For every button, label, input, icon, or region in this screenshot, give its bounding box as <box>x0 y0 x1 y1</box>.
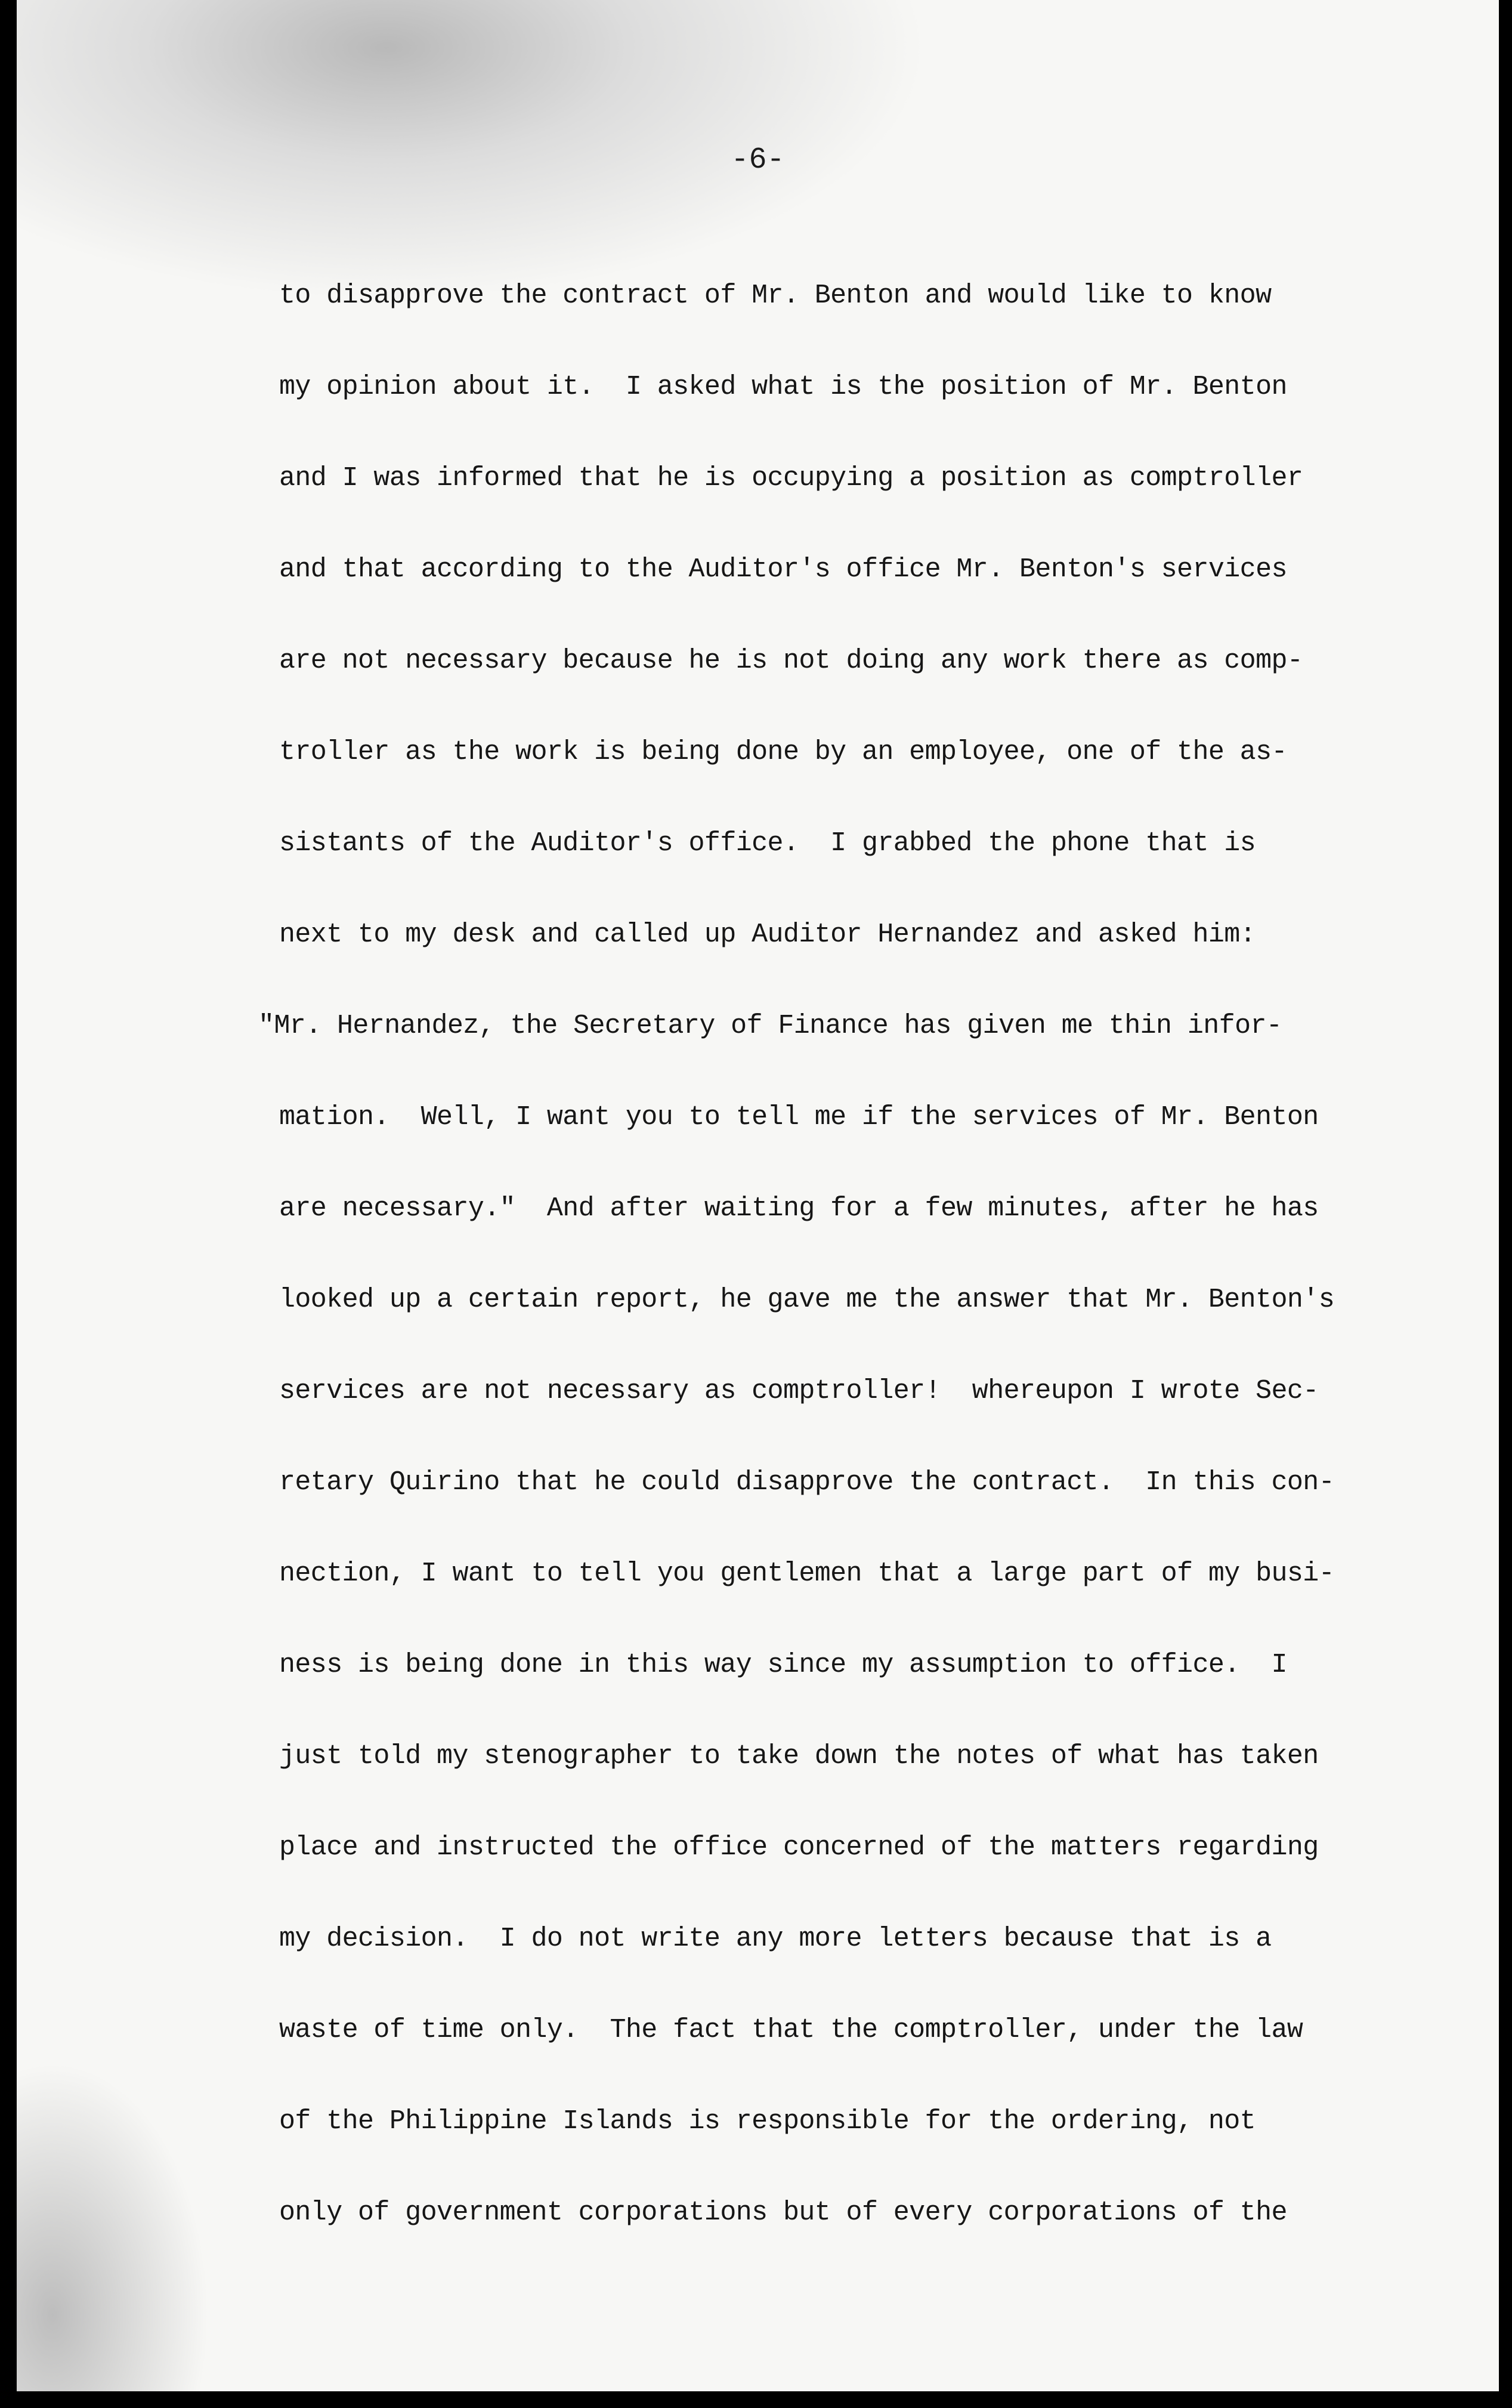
text-line: troller as the work is being done by an employee, one of the as- <box>279 737 1287 767</box>
text-line: nection, I want to tell you gentlemen that a large part of my busi- <box>279 1558 1335 1589</box>
text-line: ness is being done in this way since my assumption to office. I <box>279 1650 1287 1680</box>
text-line: services are not necessary as comptroller! whereupon I wrote Sec- <box>279 1376 1319 1406</box>
page-number: -6- <box>731 143 785 177</box>
text-line: only of government corporations but of every corporations of the <box>279 2197 1287 2228</box>
text-line: my opinion about it. I asked what is the position of Mr. Benton <box>279 372 1287 402</box>
text-line: and that according to the Auditor's office Mr. Benton's services <box>279 554 1287 585</box>
text-line: of the Philippine Islands is responsible for the ordering, not <box>279 2106 1256 2137</box>
text-line: and I was informed that he is occupying a position as comptroller <box>279 463 1303 493</box>
text-line: waste of time only. The fact that the comptroller, under the law <box>279 2015 1303 2045</box>
text-line: my decision. I do not write any more letters because that is a <box>279 1924 1272 1954</box>
text-line: "Mr. Hernandez, the Secretary of Finance has given me thin infor- <box>258 1011 1282 1041</box>
text-line: are not necessary because he is not doing any work there as comp- <box>279 646 1303 676</box>
text-line: sistants of the Auditor's office. I grabbed the phone that is <box>279 828 1256 859</box>
text-line: place and instructed the office concerned of the matters regarding <box>279 1832 1319 1863</box>
text-line: just told my stenographer to take down the notes of what has taken <box>279 1741 1319 1771</box>
body-text <box>258 272 1383 2280</box>
text-line: next to my desk and called up Auditor Hernandez and asked him: <box>279 919 1256 950</box>
text-line: looked up a certain report, he gave me the answer that Mr. Benton's <box>279 1285 1335 1315</box>
text-line: are necessary." And after waiting for a few minutes, after he has <box>279 1193 1319 1224</box>
text-line: to disapprove the contract of Mr. Benton and would like to know <box>279 280 1272 311</box>
text-line: mation. Well, I want you to tell me if the services of Mr. Benton <box>279 1102 1319 1132</box>
text-line: retary Quirino that he could disapprove the contract. In this con- <box>279 1467 1335 1498</box>
document-page <box>17 0 1499 2391</box>
